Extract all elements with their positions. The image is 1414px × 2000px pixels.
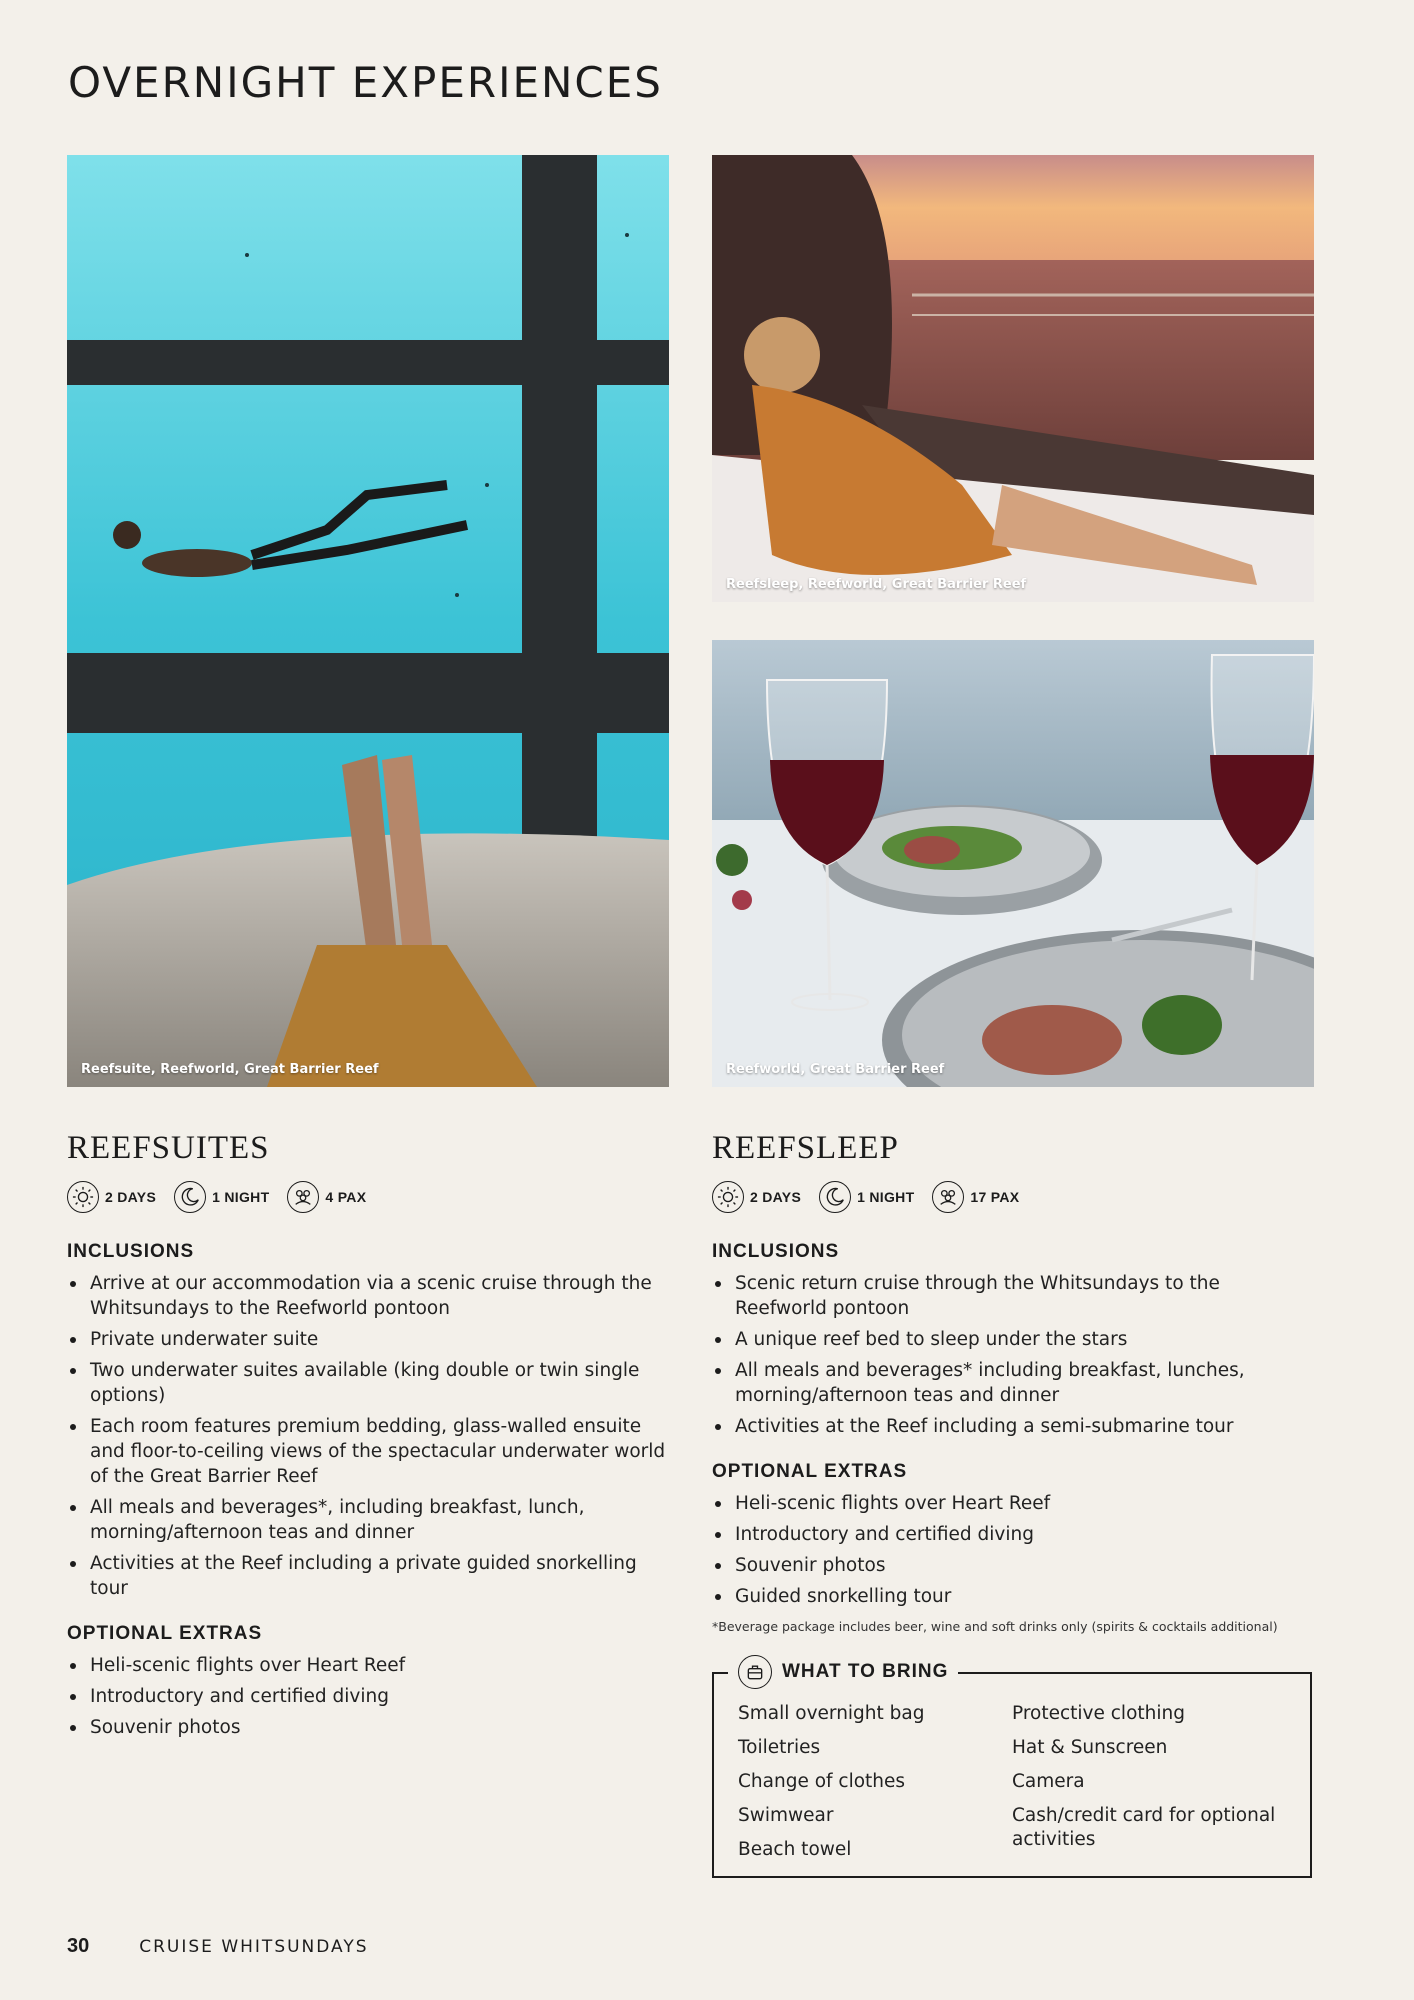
what-to-bring-right [1012, 1702, 1286, 1872]
days-label: 2 DAYS [105, 1189, 157, 1205]
nights-label: 1 NIGHT [212, 1189, 270, 1205]
reefsuite-caption: Reefsuite, Reefworld, Great Barrier Reef [81, 1062, 379, 1077]
page-number: 30 [67, 1935, 90, 1957]
list-item: Each room features premium bedding, glass-walled ensuite and floor-to-ceiling views of the spectacular underwater world of the Great Barrier Reef [67, 1414, 667, 1489]
list-item: Change of clothes [738, 1771, 906, 1792]
days-stat [712, 1181, 801, 1213]
list-item: Introductory and certified diving [712, 1522, 1312, 1547]
nights-label: 1 NIGHT [857, 1189, 915, 1205]
list-item: Heli-scenic flights over Heart Reef [712, 1491, 1312, 1516]
nights-stat [819, 1181, 914, 1213]
pax-stat [932, 1181, 1019, 1213]
list-item: Scenic return cruise through the Whitsundays to the Reefworld pontoon [712, 1271, 1312, 1321]
pax-label: 17 PAX [970, 1189, 1020, 1205]
list-item: Cash/credit card for optional activities [1012, 1805, 1276, 1850]
list-item: Heli-scenic flights over Heart Reef [67, 1653, 667, 1678]
reefsleep-stats [712, 1181, 1312, 1213]
list-item: All meals and beverages*, including breakfast, lunch, morning/afternoon teas and dinner [67, 1495, 667, 1545]
what-to-bring-box [712, 1661, 1312, 1878]
reefsuites-heading: REEFSUITES [67, 1130, 270, 1166]
list-item: Guided snorkelling tour [712, 1584, 1312, 1609]
list-item: Toiletries [738, 1737, 821, 1758]
reefsleep-section [712, 1130, 1312, 1878]
brand-name: CRUISE WHITSUNDAYS [139, 1936, 369, 1957]
people-icon [287, 1181, 319, 1213]
days-label: 2 DAYS [750, 1189, 802, 1205]
list-item: Souvenir photos [712, 1553, 1312, 1578]
list-item: Hat & Sunscreen [1012, 1737, 1168, 1758]
page-footer [67, 1935, 369, 1958]
list-item: Beach towel [738, 1839, 852, 1860]
list-item: Activities at the Reef including a semi-submarine tour [712, 1414, 1312, 1439]
beverage-footnote: *Beverage package includes beer, wine and soft drinks only (spirits & cocktails additional) [712, 1619, 1278, 1634]
people-icon [932, 1181, 964, 1213]
page-title: OVERNIGHT EXPERIENCES [68, 58, 663, 107]
moon-icon [819, 1181, 851, 1213]
reefsleep-inclusions-heading: INCLUSIONS [712, 1241, 840, 1262]
reefsuites-extras-list [67, 1653, 667, 1740]
list-item: Two underwater suites available (king double or twin single options) [67, 1358, 667, 1408]
reefsuite-photo [67, 155, 669, 1087]
reefsleep-caption: Reefsleep, Reefworld, Great Barrier Reef [726, 577, 1027, 592]
what-to-bring-grid [738, 1702, 1286, 1872]
list-item: Camera [1012, 1771, 1085, 1792]
sun-icon [712, 1181, 744, 1213]
reefsleep-heading: REEFSLEEP [712, 1130, 899, 1166]
list-item: Private underwater suite [67, 1327, 667, 1352]
reefsleep-extras-list [712, 1491, 1312, 1609]
list-item: Swimwear [738, 1805, 834, 1826]
list-item: All meals and beverages* including breakfast, lunches, morning/afternoon teas and dinner [712, 1358, 1312, 1408]
list-item: Small overnight bag [738, 1703, 925, 1724]
list-item: Arrive at our accommodation via a scenic cruise through the Whitsundays to the Reefworld pontoon [67, 1271, 667, 1321]
list-item: Souvenir photos [67, 1715, 667, 1740]
reefsuites-stats [67, 1181, 667, 1213]
reefsuites-section [67, 1130, 667, 1762]
list-item: Activities at the Reef including a private guided snorkelling tour [67, 1551, 667, 1601]
moon-icon [174, 1181, 206, 1213]
list-item: Introductory and certified diving [67, 1684, 667, 1709]
bag-icon [738, 1655, 772, 1689]
pax-label: 4 PAX [325, 1189, 367, 1205]
pax-stat [287, 1181, 366, 1213]
what-to-bring-title [728, 1655, 958, 1689]
reefsuites-inclusions-heading: INCLUSIONS [67, 1241, 195, 1262]
reefsleep-photo [712, 155, 1314, 602]
days-stat [67, 1181, 156, 1213]
sun-icon [67, 1181, 99, 1213]
list-item: Protective clothing [1012, 1703, 1185, 1724]
dining-photo [712, 640, 1314, 1087]
dining-caption: Reefworld, Great Barrier Reef [726, 1062, 945, 1077]
reefsuites-extras-heading: OPTIONAL EXTRAS [67, 1623, 263, 1644]
list-item: A unique reef bed to sleep under the stars [712, 1327, 1312, 1352]
what-to-bring-heading: WHAT TO BRING [782, 1661, 949, 1682]
reefsleep-inclusions-list [712, 1271, 1312, 1439]
nights-stat [174, 1181, 269, 1213]
reefsleep-extras-heading: OPTIONAL EXTRAS [712, 1461, 908, 1482]
reefsuites-inclusions-list [67, 1271, 667, 1601]
what-to-bring-left [738, 1702, 1012, 1872]
